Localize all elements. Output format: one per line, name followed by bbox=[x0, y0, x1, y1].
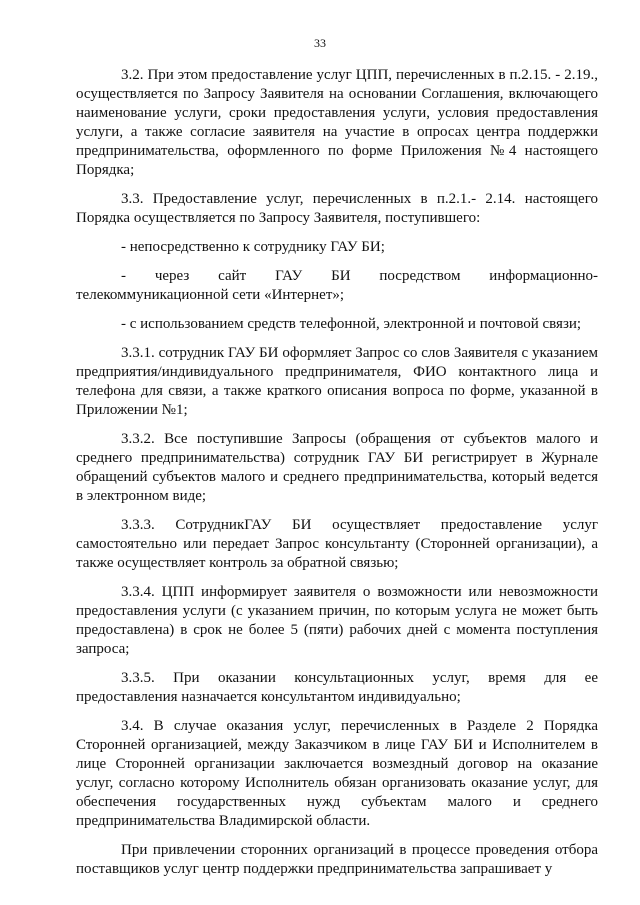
list-item-phone: - с использованием средств телефонной, электронной и почтовой связи; bbox=[121, 316, 582, 332]
paragraph-3-3: 3.3. Предоставление услуг, перечисленных в п.2.1.- 2.14. настоящего Порядка осуществляется по Запросу Заявителя, поступившего: bbox=[76, 191, 598, 226]
document-body bbox=[76, 66, 598, 879]
list-item-site: - через сайт ГАУ БИ посредством информационно-телекоммуникационной сети «Интернет»; bbox=[76, 268, 598, 303]
paragraph-3-4: 3.4. В случае оказания услуг, перечисленных в Разделе 2 Порядка Сторонней организацией, между Заказчиком в лице ГАУ БИ и Исполнителем в лице Сторонней организации заключается возмездный договор на оказание услуг, согласно которому Исполнитель обязан организовать оказание услуг, для обеспечения государственных нужд субъектам малого и среднего предпринимательства Владимирской области. bbox=[76, 718, 598, 829]
paragraph-3-3-4: 3.3.4. ЦПП информирует заявителя о возможности или невозможности предоставления услуги (с указанием причин, по которым услуга не может быть предоставлена) в срок не более 5 (пяти) рабочих дней с момента поступления запроса; bbox=[76, 584, 598, 657]
paragraph-attract: При привлечении сторонних организаций в процессе проведения отбора поставщиков услуг центр поддержки предпринимательства запрашивает у bbox=[76, 842, 598, 877]
paragraph-3-2: 3.2. При этом предоставление услуг ЦПП, перечисленных в п.2.15. - 2.19., осуществляется по Запросу Заявителя на основании Соглашения, включающего наименование услуги, сроки предоставления услуги, условия предоставления услуги, а также согласие заявителя на участие в опросах центра поддержки предпринимательства, оформленного по форме Приложения №4 настоящего Порядка; bbox=[76, 67, 598, 178]
page-number: 33 bbox=[314, 36, 326, 50]
paragraph-3-3-2: 3.3.2. Все поступившие Запросы (обращения от субъектов малого и среднего предпринимательства) сотрудник ГАУ БИ регистрирует в Журнале обращений субъектов малого и среднего предпринимательства, который ведется в электронном виде; bbox=[76, 431, 598, 504]
list-item-direct: - непосредственно к сотруднику ГАУ БИ; bbox=[121, 239, 385, 255]
paragraph-3-3-1: 3.3.1. сотрудник ГАУ БИ оформляет Запрос со слов Заявителя с указанием предприятия/индивидуального предпринимателя, ФИО контактного лица и телефона для связи, а также краткого описания вопроса по форме, указанной в Приложении №1; bbox=[76, 345, 598, 418]
paragraph-3-3-5: 3.3.5. При оказании консультационных услуг, время для ее предоставления назначается консультантом индивидуально; bbox=[76, 670, 598, 705]
paragraph-3-3-3: 3.3.3. СотрудникГАУ БИ осуществляет предоставление услуг самостоятельно или передает Запрос консультанту (Сторонней организации), а также осуществляет контроль за обратной связью; bbox=[76, 517, 598, 571]
